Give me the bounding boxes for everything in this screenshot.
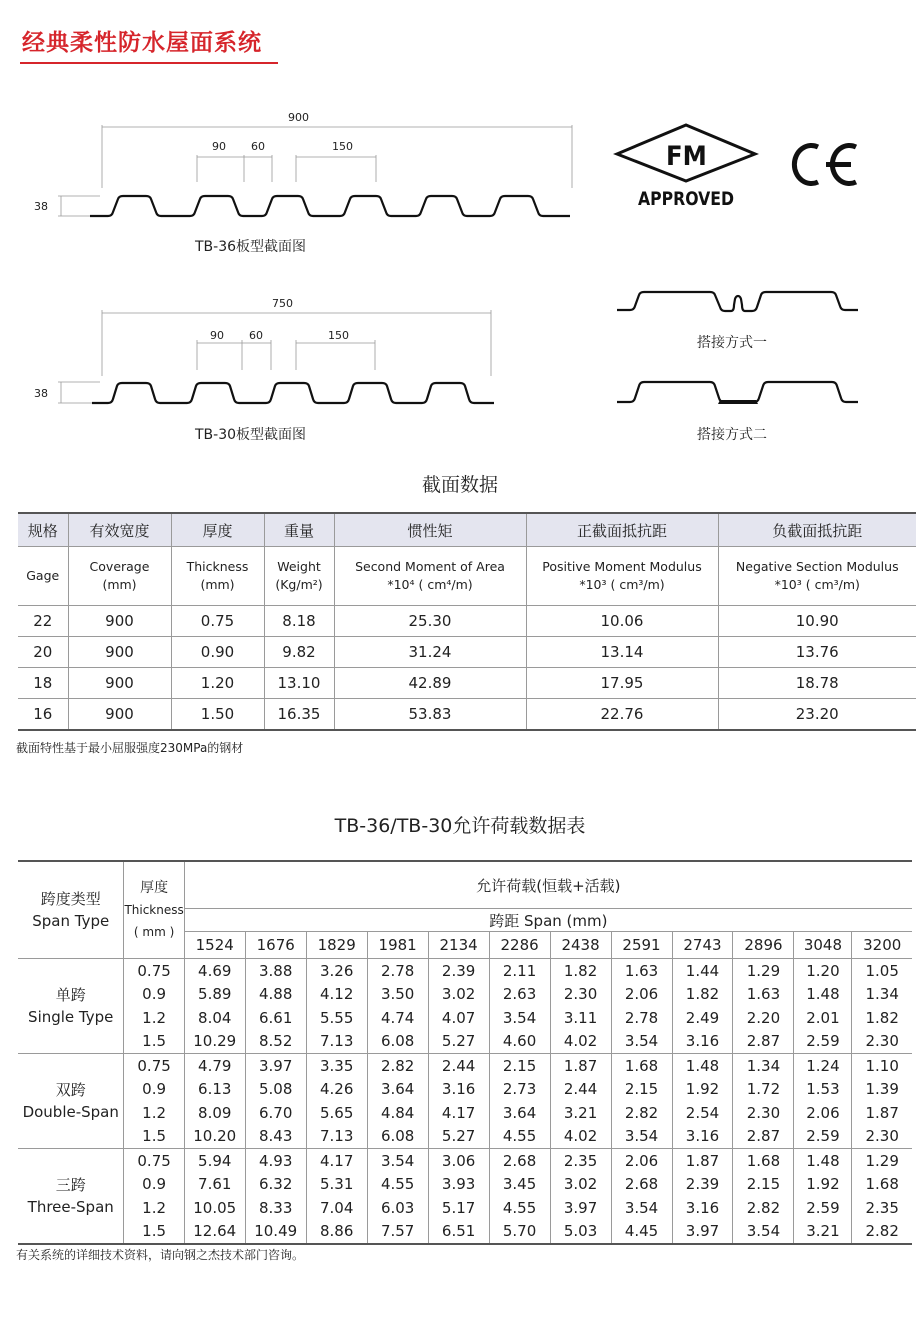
load-cell: 5.03 — [550, 1220, 611, 1245]
load-cell: 7.04 — [306, 1196, 367, 1220]
table-row — [18, 1196, 912, 1220]
table-cell: 13.76 — [718, 637, 916, 668]
load-cell: 2.44 — [428, 1054, 489, 1078]
span-value-header: 3048 — [794, 932, 852, 959]
thickness-cell: 0.75 — [124, 959, 184, 983]
span-type-cell — [18, 1149, 124, 1245]
header-coverage-en-label: Coverage — [89, 559, 150, 574]
load-cell: 4.55 — [489, 1196, 550, 1220]
table-cell: 1.20 — [171, 668, 264, 699]
tb36-rib-width: 90 — [212, 140, 226, 153]
load-cell: 1.29 — [733, 959, 794, 983]
tb30-height: 38 — [34, 387, 48, 400]
load-cell: 2.78 — [611, 1006, 672, 1030]
fm-text: FM — [666, 141, 707, 172]
joint-method-2-profile — [617, 382, 858, 402]
table-row — [18, 606, 916, 637]
load-cell: 7.13 — [306, 1030, 367, 1054]
load-cell: 4.55 — [489, 1125, 550, 1149]
load-cell: 4.26 — [306, 1078, 367, 1102]
load-cell: 3.11 — [550, 1006, 611, 1030]
table-cell: 25.30 — [334, 606, 526, 637]
load-cell: 2.82 — [852, 1220, 912, 1245]
thickness-cell: 0.75 — [124, 1054, 184, 1078]
load-cell: 2.30 — [852, 1125, 912, 1149]
load-cell: 1.24 — [794, 1054, 852, 1078]
table-row — [18, 983, 912, 1007]
joint-method-1-profile — [617, 292, 858, 311]
span-type-cn: 三跨 — [55, 1176, 86, 1194]
allowable-load-table — [18, 860, 912, 1245]
section-data-note: 截面特性基于最小屈服强度230MPa的钢材 — [16, 741, 244, 755]
load-cell: 10.49 — [245, 1220, 306, 1245]
load-cell: 1.68 — [611, 1054, 672, 1078]
load-cell: 2.63 — [489, 983, 550, 1007]
load-cell: 2.78 — [367, 959, 428, 983]
span-type-en: Double-Span — [22, 1103, 119, 1121]
load-cell: 12.64 — [184, 1220, 245, 1245]
table-row — [18, 1125, 912, 1149]
header-gage-en-label: Gage — [26, 568, 60, 583]
section-header-cn-row — [18, 513, 916, 547]
load-cell: 1.63 — [611, 959, 672, 983]
header-weight-en — [264, 547, 334, 606]
tb30-diagram — [34, 297, 494, 403]
tb30-valley-width: 60 — [249, 329, 263, 342]
load-cell: 2.87 — [733, 1125, 794, 1149]
table-cell: 31.24 — [334, 637, 526, 668]
load-cell: 1.39 — [865, 1080, 899, 1099]
load-cell: 3.16 — [428, 1078, 489, 1102]
table-cell: 9.82 — [264, 637, 334, 668]
load-cell: 2.82 — [367, 1054, 428, 1078]
load-cell: 8.52 — [245, 1030, 306, 1054]
load-cell: 2.15 — [489, 1054, 550, 1078]
load-cell: 5.17 — [428, 1196, 489, 1220]
span-type-header-cn: 跨度类型 — [40, 890, 101, 908]
table-row — [18, 1220, 912, 1245]
load-cell: 3.93 — [428, 1173, 489, 1197]
load-cell: 4.17 — [306, 1149, 367, 1173]
load-cell: 1.72 — [733, 1078, 794, 1102]
span-value-header: 2896 — [733, 932, 794, 959]
load-cell: 2.39 — [672, 1173, 733, 1197]
table-cell: 8.18 — [264, 606, 334, 637]
table-cell: 22 — [18, 606, 68, 637]
load-cell: 4.45 — [611, 1220, 672, 1245]
load-cell: 3.54 — [733, 1220, 794, 1245]
load-cell: 2.49 — [672, 1006, 733, 1030]
table-row — [18, 959, 912, 983]
load-cell: 3.35 — [306, 1054, 367, 1078]
load-cell: 2.11 — [489, 959, 550, 983]
table-cell: 20 — [18, 637, 68, 668]
section-header-en-row — [18, 547, 916, 606]
load-cell: 1.10 — [865, 1056, 899, 1075]
load-cell: 2.44 — [550, 1078, 611, 1102]
table-cell: 22.76 — [526, 699, 718, 731]
table-row — [18, 637, 916, 668]
load-cell: 4.12 — [306, 983, 367, 1007]
load-cell: 1.34 — [865, 985, 899, 1004]
allowable-load-header: 允许荷载(恒载+活载) — [184, 861, 912, 909]
load-cell: 6.08 — [367, 1125, 428, 1149]
table-cell: 900 — [68, 699, 171, 731]
tb36-height: 38 — [34, 200, 48, 213]
load-cell: 1.68 — [865, 1175, 899, 1194]
thickness-header-en: Thickness — [124, 903, 184, 917]
load-cell: 10.05 — [184, 1196, 245, 1220]
table-cell: 0.75 — [171, 606, 264, 637]
load-cell: 4.84 — [367, 1101, 428, 1125]
load-cell: 2.15 — [733, 1173, 794, 1197]
load-cell: 2.30 — [550, 983, 611, 1007]
load-cell: 1.87 — [550, 1054, 611, 1078]
load-cell: 3.54 — [611, 1196, 672, 1220]
load-cell: 2.73 — [489, 1078, 550, 1102]
load-cell: 1.87 — [865, 1103, 899, 1122]
tb30-profile — [92, 383, 494, 403]
load-cell: 4.88 — [245, 983, 306, 1007]
span-value-header: 1829 — [306, 932, 367, 959]
thickness-cell: 1.2 — [124, 1101, 184, 1125]
load-cell: 2.68 — [489, 1149, 550, 1173]
load-cell: 3.21 — [794, 1220, 852, 1245]
load-cell: 1.29 — [865, 1151, 899, 1170]
load-cell: 2.06 — [794, 1101, 852, 1125]
load-cell: 4.93 — [245, 1149, 306, 1173]
load-cell: 3.97 — [672, 1220, 733, 1245]
thickness-cell: 1.5 — [124, 1125, 184, 1149]
span-value-header: 2438 — [550, 932, 611, 959]
load-cell: 1.20 — [794, 959, 852, 983]
load-cell: 2.54 — [672, 1101, 733, 1125]
load-cell: 2.82 — [733, 1196, 794, 1220]
table-cell: 900 — [68, 668, 171, 699]
load-cell: 5.89 — [184, 983, 245, 1007]
table-cell: 13.14 — [526, 637, 718, 668]
table-cell: 42.89 — [334, 668, 526, 699]
load-cell: 1.34 — [733, 1054, 794, 1078]
load-cell: 4.02 — [550, 1125, 611, 1149]
load-cell: 6.13 — [184, 1078, 245, 1102]
table-row — [18, 668, 916, 699]
span-type-cn: 双跨 — [55, 1081, 86, 1099]
header-weight-en-label: Weight — [277, 559, 321, 574]
load-cell: 1.87 — [672, 1149, 733, 1173]
thickness-cell: 0.9 — [124, 1173, 184, 1197]
load-cell: 1.48 — [794, 983, 852, 1007]
header-moment-cn: 惯性矩 — [334, 513, 526, 547]
header-coverage-en-unit: (mm) — [102, 577, 137, 592]
load-cell: 2.15 — [611, 1078, 672, 1102]
header-negative-modulus-en-label: Negative Section Modulus — [735, 559, 899, 574]
load-cell: 2.59 — [794, 1030, 852, 1054]
load-cell: 1.82 — [550, 959, 611, 983]
span-type-cell — [18, 1054, 124, 1149]
thickness-cell: 1.2 — [124, 1196, 184, 1220]
load-cell: 3.16 — [672, 1125, 733, 1149]
load-cell: 2.39 — [428, 959, 489, 983]
load-cell: 3.54 — [367, 1149, 428, 1173]
load-cell: 1.48 — [794, 1149, 852, 1173]
load-cell: 8.04 — [184, 1006, 245, 1030]
span-type-header-en: Span Type — [32, 912, 110, 930]
span-type-en: Three-Span — [27, 1198, 114, 1216]
header-thickness-en-label: Thickness — [186, 559, 249, 574]
table-cell: 13.10 — [264, 668, 334, 699]
header-thickness-en-unit: (mm) — [200, 577, 235, 592]
load-cell: 3.06 — [428, 1149, 489, 1173]
table-cell: 0.90 — [171, 637, 264, 668]
span-value-header: 3200 — [852, 932, 912, 959]
load-cell: 10.29 — [184, 1030, 245, 1054]
load-cell: 4.07 — [428, 1006, 489, 1030]
load-cell: 2.06 — [611, 1149, 672, 1173]
load-cell: 1.82 — [865, 1008, 899, 1027]
table-row — [18, 1030, 912, 1054]
tb36-caption: TB-36板型截面图 — [195, 239, 307, 255]
load-cell: 2.68 — [611, 1173, 672, 1197]
span-type-cell — [18, 959, 124, 1054]
span-type-cn: 单跨 — [55, 986, 86, 1004]
load-cell: 5.55 — [306, 1006, 367, 1030]
span-value-header: 2286 — [489, 932, 550, 959]
thickness-cell: 1.2 — [124, 1006, 184, 1030]
span-type-en: Single Type — [28, 1008, 114, 1026]
header-gage-cn: 规格 — [18, 513, 68, 547]
thickness-cell: 1.5 — [124, 1220, 184, 1245]
load-cell: 8.43 — [245, 1125, 306, 1149]
table-cell: 16 — [18, 699, 68, 731]
thickness-cell: 0.9 — [124, 1078, 184, 1102]
header-negative-modulus-en — [718, 547, 916, 606]
table-row — [18, 1149, 912, 1173]
span-value-header: 1981 — [367, 932, 428, 959]
load-cell: 1.05 — [865, 961, 899, 980]
table-cell: 900 — [68, 606, 171, 637]
load-cell: 1.82 — [672, 983, 733, 1007]
load-cell: 3.54 — [611, 1125, 672, 1149]
tb30-total-width: 750 — [272, 297, 293, 310]
load-cell: 1.63 — [733, 983, 794, 1007]
table-row — [18, 1078, 912, 1102]
thickness-cell: 0.9 — [124, 983, 184, 1007]
table-cell: 18 — [18, 668, 68, 699]
thickness-header-unit: ( mm ) — [133, 925, 175, 939]
thickness-header — [124, 861, 184, 959]
table-cell: 18.78 — [718, 668, 916, 699]
header-moment-en-label: Second Moment of Area — [355, 559, 505, 574]
load-cell: 3.16 — [672, 1196, 733, 1220]
load-cell: 5.27 — [428, 1125, 489, 1149]
load-table-note: 有关系统的详细技术资料，请向钢之杰技术部门咨询。 — [16, 1248, 305, 1262]
thickness-cell: 1.5 — [124, 1030, 184, 1054]
span-type-header — [18, 861, 124, 959]
header-weight-en-unit: (Kg/m²) — [275, 577, 323, 592]
load-cell: 1.92 — [794, 1173, 852, 1197]
thickness-header-cn: 厚度 — [140, 880, 169, 896]
load-cell: 4.74 — [367, 1006, 428, 1030]
load-cell: 2.01 — [794, 1006, 852, 1030]
load-cell: 2.82 — [611, 1101, 672, 1125]
joint-overlap-mark — [718, 400, 758, 404]
header-moment-en-unit: *10⁴ ( cm⁴/m) — [387, 577, 473, 592]
load-cell: 10.20 — [184, 1125, 245, 1149]
load-cell: 2.30 — [852, 1030, 912, 1054]
load-cell: 5.08 — [245, 1078, 306, 1102]
header-positive-modulus-en-label: Positive Moment Modulus — [542, 559, 702, 574]
header-negative-modulus-en-unit: *10³ ( cm³/m) — [774, 577, 860, 592]
header-positive-modulus-cn: 正截面抵抗距 — [526, 513, 718, 547]
load-cell: 4.17 — [428, 1101, 489, 1125]
load-cell: 1.68 — [733, 1149, 794, 1173]
tb36-total-width: 900 — [288, 111, 309, 124]
load-cell: 3.26 — [306, 959, 367, 983]
span-value-header: 1676 — [245, 932, 306, 959]
load-cell: 5.70 — [489, 1220, 550, 1245]
header-positive-modulus-en-unit: *10³ ( cm³/m) — [579, 577, 665, 592]
table-cell: 10.06 — [526, 606, 718, 637]
load-cell: 3.21 — [550, 1101, 611, 1125]
table-cell: 900 — [68, 637, 171, 668]
load-cell: 2.35 — [865, 1198, 899, 1217]
load-cell: 7.57 — [367, 1220, 428, 1245]
joint-method-1-caption: 搭接方式一 — [697, 335, 767, 351]
header-thickness-en — [171, 547, 264, 606]
span-value-header: 1524 — [184, 932, 245, 959]
load-cell: 2.59 — [794, 1196, 852, 1220]
header-gage-en — [18, 547, 68, 606]
load-cell: 6.03 — [367, 1196, 428, 1220]
joint-method-2-caption: 搭接方式二 — [697, 427, 767, 443]
table-row — [18, 1054, 912, 1078]
tb36-diagram — [34, 111, 572, 216]
load-cell: 4.60 — [489, 1030, 550, 1054]
load-cell: 1.53 — [794, 1078, 852, 1102]
table-cell: 10.90 — [718, 606, 916, 637]
table-cell: 1.50 — [171, 699, 264, 731]
page-title: 经典柔性防水屋面系统 — [22, 29, 262, 56]
load-cell: 8.09 — [184, 1101, 245, 1125]
load-cell: 6.70 — [245, 1101, 306, 1125]
load-cell: 2.30 — [733, 1101, 794, 1125]
load-cell: 5.94 — [184, 1149, 245, 1173]
load-cell: 3.54 — [611, 1030, 672, 1054]
header-positive-modulus-en — [526, 547, 718, 606]
load-cell: 2.87 — [733, 1030, 794, 1054]
load-cell: 2.06 — [611, 983, 672, 1007]
tb30-rib-width: 90 — [210, 329, 224, 342]
load-cell: 5.31 — [306, 1173, 367, 1197]
load-cell: 4.55 — [367, 1173, 428, 1197]
section-data-heading: 截面数据 — [421, 474, 498, 496]
load-cell: 3.02 — [550, 1173, 611, 1197]
table-cell: 53.83 — [334, 699, 526, 731]
span-subheader: 跨距 Span (mm) — [184, 909, 912, 932]
load-cell: 6.61 — [245, 1006, 306, 1030]
load-cell: 8.86 — [306, 1220, 367, 1245]
load-cell: 7.13 — [306, 1125, 367, 1149]
load-cell: 4.02 — [550, 1030, 611, 1054]
table-cell: 23.20 — [718, 699, 916, 731]
header-weight-cn: 重量 — [264, 513, 334, 547]
load-cell: 8.33 — [245, 1196, 306, 1220]
fm-approved-logo — [617, 125, 755, 210]
table-cell: 16.35 — [264, 699, 334, 731]
tb30-pitch: 150 — [328, 329, 349, 342]
tb36-valley-width: 60 — [251, 140, 265, 153]
load-cell: 3.64 — [367, 1078, 428, 1102]
thickness-cell: 0.75 — [124, 1149, 184, 1173]
span-value-header: 2743 — [672, 932, 733, 959]
load-cell: 5.27 — [428, 1030, 489, 1054]
load-cell: 2.35 — [550, 1149, 611, 1173]
load-cell: 6.51 — [428, 1220, 489, 1245]
load-cell: 6.32 — [245, 1173, 306, 1197]
load-cell: 3.54 — [489, 1006, 550, 1030]
load-cell: 2.59 — [794, 1125, 852, 1149]
header-thickness-cn: 厚度 — [171, 513, 264, 547]
load-cell: 4.79 — [184, 1054, 245, 1078]
header-coverage-cn: 有效宽度 — [68, 513, 171, 547]
table-cell: 17.95 — [526, 668, 718, 699]
table-row — [18, 699, 916, 731]
load-cell: 2.20 — [733, 1006, 794, 1030]
load-cell: 3.50 — [367, 983, 428, 1007]
approved-text: APPROVED — [638, 188, 734, 210]
load-cell: 3.97 — [550, 1196, 611, 1220]
table-row — [18, 1173, 912, 1197]
span-value-header: 2134 — [428, 932, 489, 959]
span-value-header: 2591 — [611, 932, 672, 959]
load-cell: 3.45 — [489, 1173, 550, 1197]
load-cell: 1.92 — [672, 1078, 733, 1102]
load-cell: 3.97 — [245, 1054, 306, 1078]
load-cell: 1.48 — [672, 1054, 733, 1078]
tb30-caption: TB-30板型截面图 — [195, 427, 307, 443]
load-cell: 3.88 — [245, 959, 306, 983]
table-row — [18, 1101, 912, 1125]
tb36-profile — [90, 196, 570, 216]
header-moment-en — [334, 547, 526, 606]
load-cell: 6.08 — [367, 1030, 428, 1054]
header-coverage-en — [68, 547, 171, 606]
load-cell: 4.69 — [184, 959, 245, 983]
load-cell: 3.16 — [672, 1030, 733, 1054]
load-cell: 3.64 — [489, 1101, 550, 1125]
load-cell: 3.02 — [428, 983, 489, 1007]
load-cell: 1.44 — [672, 959, 733, 983]
tb36-pitch: 150 — [332, 140, 353, 153]
profile-diagrams — [0, 0, 920, 450]
ce-mark-logo — [794, 146, 856, 184]
load-table-heading: TB-36/TB-30允许荷载数据表 — [334, 815, 586, 837]
table-row — [18, 1006, 912, 1030]
section-data-table — [18, 512, 916, 731]
load-cell: 5.65 — [306, 1101, 367, 1125]
header-negative-modulus-cn: 负截面抵抗距 — [718, 513, 916, 547]
load-cell: 7.61 — [184, 1173, 245, 1197]
